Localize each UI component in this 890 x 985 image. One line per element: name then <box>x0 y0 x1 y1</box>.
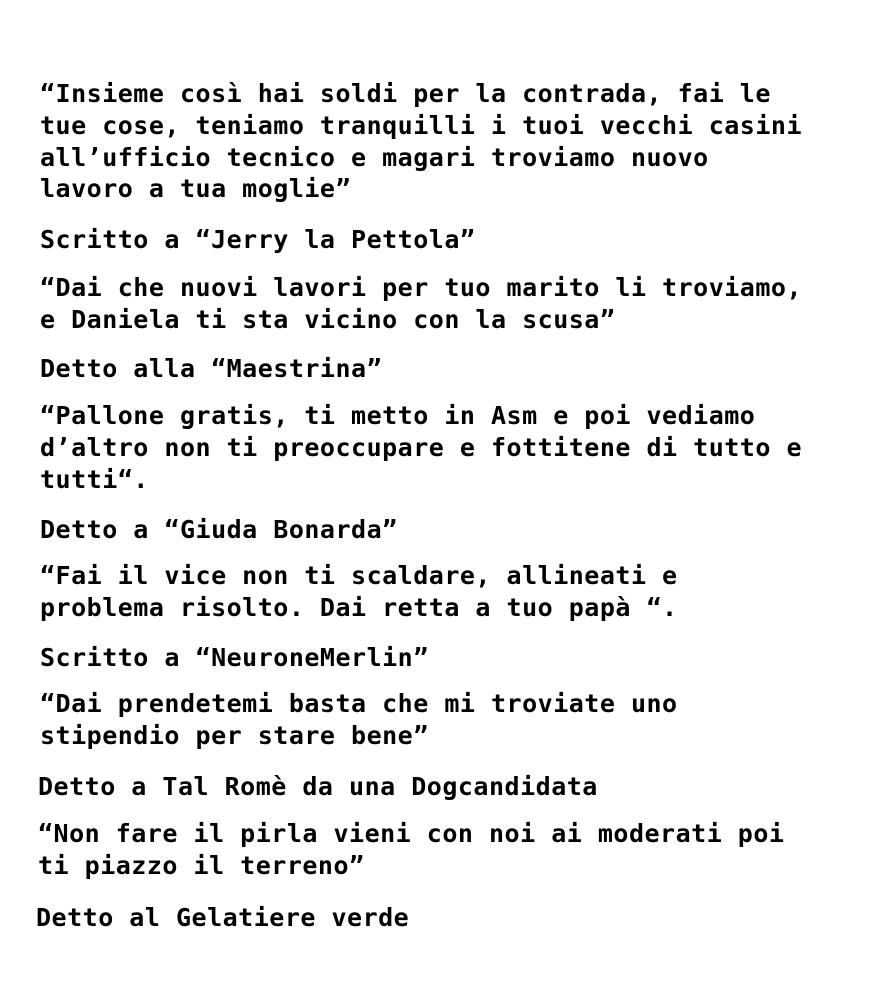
quote-1-line-3: all’ufficio tecnico e magari troviamo nuovo <box>40 143 709 172</box>
quote-6-line-2: ti piazzo il terreno” <box>38 851 365 880</box>
quote-5-line-2: stipendio per stare bene” <box>40 721 429 750</box>
quote-1-line-1: “Insieme così hai soldi per la contrada, fai le <box>40 79 771 108</box>
quote-2-line-1: “Dai che nuovi lavori per tuo marito li troviamo, <box>40 273 803 302</box>
quote-4-line-2: problema risolto. Dai retta a tuo papà “. <box>40 593 678 622</box>
quote-6-line-1: “Non fare il pirla vieni con noi ai moderati poi <box>38 819 785 848</box>
quote-1-line-4: lavoro a tua moglie” <box>40 174 352 203</box>
quote-3-line-2: d’altro non ti preoccupare e fottitene di tutto e <box>40 433 803 462</box>
attribution-4: Scritto a “NeuroneMerlin” <box>40 643 429 672</box>
quote-3-line-1: “Pallone gratis, ti metto in Asm e poi vediamo <box>40 401 756 430</box>
quote-1-line-2: tue cose, teniamo tranquilli i tuoi vecchi casini <box>40 111 803 140</box>
attribution-3: Detto a “Giuda Bonarda” <box>40 515 398 544</box>
quote-4-line-1: “Fai il vice non ti scaldare, allineati e <box>40 561 678 590</box>
attribution-1: Scritto a “Jerry la Pettola” <box>40 225 476 254</box>
quote-3-line-3: tutti“. <box>40 465 149 494</box>
quote-5-line-1: “Dai prendetemi basta che mi troviate uno <box>40 689 678 718</box>
quote-2-line-2: e Daniela ti sta vicino con la scusa” <box>40 305 616 334</box>
attribution-2: Detto alla “Maestrina” <box>40 354 383 383</box>
attribution-5: Detto a Tal Romè da una Dogcandidata <box>38 772 598 801</box>
attribution-6: Detto al Gelatiere verde <box>36 903 410 932</box>
